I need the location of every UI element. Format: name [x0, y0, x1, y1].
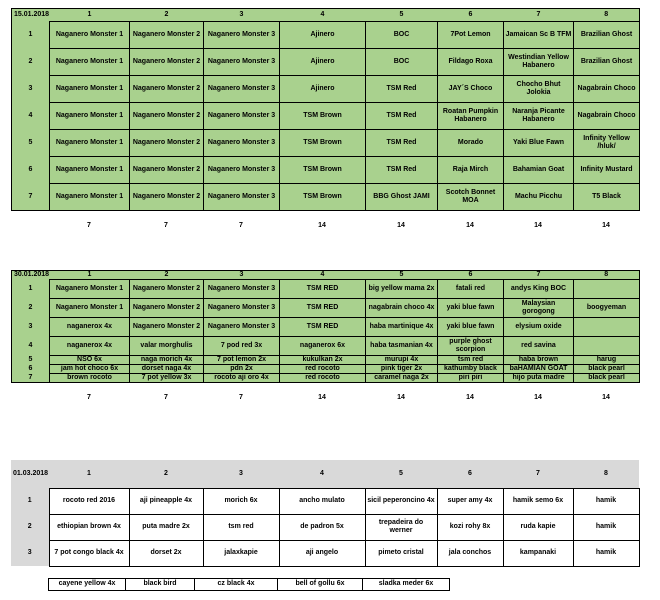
extra-varieties-row [48, 578, 450, 591]
variety-cell: aji angelo [279, 540, 365, 566]
variety-cell: Naganero Monster 3 [204, 22, 280, 49]
total-cell: 7 [49, 220, 129, 232]
table-row [12, 157, 640, 184]
table-row [12, 22, 640, 49]
variety-cell: Naganero Monster 1 [50, 76, 130, 103]
total-cell: 7 [203, 220, 279, 232]
extra-variety-cell: cayene yellow 4x [49, 579, 126, 591]
variety-cell: hamik [573, 488, 639, 514]
variety-cell: dorset naga 4x [130, 365, 204, 374]
variety-cell: kathumby black [438, 365, 504, 374]
variety-cell: black pearl [574, 374, 640, 383]
variety-cell: TSM Brown [280, 130, 366, 157]
variety-cell: Naganero Monster 2 [130, 76, 204, 103]
variety-cell: Naganero Monster 3 [204, 157, 280, 184]
variety-cell: Naganero Monster 3 [204, 280, 280, 299]
variety-cell: Naganero Monster 2 [130, 157, 204, 184]
row-number: 7 [12, 184, 50, 211]
variety-cell: Naganero Monster 1 [50, 22, 130, 49]
variety-cell: pdn 2x [204, 365, 280, 374]
total-cell: 14 [279, 220, 365, 232]
variety-cell: red rocoto [280, 374, 366, 383]
total-cell: 7 [129, 392, 203, 404]
variety-cell: haba brown [504, 356, 574, 365]
variety-cell: BOC [366, 49, 438, 76]
table-row [11, 488, 639, 514]
variety-cell: Naganero Monster 3 [204, 299, 280, 318]
variety-cell: Ajinero [280, 49, 366, 76]
extra-variety-cell: sladka meder 6x [363, 579, 450, 591]
extra-variety-cell: bell of gollu 6x [278, 579, 363, 591]
total-cell: 14 [503, 220, 573, 232]
row-number: 3 [12, 318, 50, 337]
column-header: 8 [573, 460, 639, 488]
row-number: 2 [12, 49, 50, 76]
table-row [12, 337, 640, 356]
variety-cell: TSM Red [366, 157, 438, 184]
variety-cell: TSM RED [280, 280, 366, 299]
column-header: 4 [279, 460, 365, 488]
variety-cell: 7 pot lemon 2x [204, 356, 280, 365]
variety-cell [574, 318, 640, 337]
row-number: 6 [12, 157, 50, 184]
table-header-row [12, 271, 640, 280]
extra-variety-cell: black bird [126, 579, 195, 591]
row-number: 4 [12, 337, 50, 356]
column-header: 7 [504, 271, 574, 280]
column-header: 7 [503, 460, 573, 488]
row-number: 5 [12, 356, 50, 365]
variety-cell: Infinity Mustard [574, 157, 640, 184]
variety-cell: Morado [438, 130, 504, 157]
table-date: 01.03.2018 [11, 460, 49, 488]
variety-cell: baHAMIAN GOAT [504, 365, 574, 374]
variety-cell: purple ghost scorpion [438, 337, 504, 356]
variety-cell: Naganero Monster 1 [50, 280, 130, 299]
variety-cell [574, 280, 640, 299]
variety-cell: kozi rohy 8x [437, 514, 503, 540]
row-number: 1 [11, 488, 49, 514]
table-row [12, 318, 640, 337]
variety-cell: TSM Red [366, 76, 438, 103]
row-number: 7 [12, 374, 50, 383]
variety-cell: Scotch Bonnet MOA [438, 184, 504, 211]
totals-row [11, 392, 639, 404]
variety-cell: Raja Mirch [438, 157, 504, 184]
variety-cell: ruda kapie [503, 514, 573, 540]
variety-cell: pink tiger 2x [366, 365, 438, 374]
variety-cell: piri piri [438, 374, 504, 383]
total-cell: 7 [203, 392, 279, 404]
column-header: 2 [130, 9, 204, 22]
variety-cell: Malaysian gorogong [504, 299, 574, 318]
variety-cell: black pearl [574, 365, 640, 374]
variety-cell: Naganero Monster 1 [50, 184, 130, 211]
variety-cell: Naganero Monster 2 [130, 280, 204, 299]
variety-cell: caramel naga 2x [366, 374, 438, 383]
variety-cell: jala conchos [437, 540, 503, 566]
table-row [12, 130, 640, 157]
variety-cell: de padron 5x [279, 514, 365, 540]
variety-cell: dorset 2x [129, 540, 203, 566]
variety-cell: Fildago Roxa [438, 49, 504, 76]
variety-cell: murupi 4x [366, 356, 438, 365]
column-header: 4 [280, 9, 366, 22]
variety-cell: kukulkan 2x [280, 356, 366, 365]
variety-cell: Naganero Monster 3 [204, 103, 280, 130]
row-number: 3 [11, 540, 49, 566]
row-number: 3 [12, 76, 50, 103]
variety-cell: ancho mulato [279, 488, 365, 514]
total-cell: 14 [437, 392, 503, 404]
variety-cell: naganerox 6x [280, 337, 366, 356]
variety-cell: Brazilian Ghost [574, 22, 640, 49]
variety-cell: elysium oxide [504, 318, 574, 337]
table-row [12, 76, 640, 103]
variety-cell: fatali red [438, 280, 504, 299]
variety-cell: Naganero Monster 3 [204, 49, 280, 76]
variety-cell [574, 337, 640, 356]
variety-cell: hamik semo 6x [503, 488, 573, 514]
variety-cell: valar morghulis [130, 337, 204, 356]
variety-cell: naga morich 4x [130, 356, 204, 365]
column-header: 8 [574, 271, 640, 280]
variety-cell: Naganero Monster 3 [204, 76, 280, 103]
column-header: 2 [130, 271, 204, 280]
variety-cell: Machu Picchu [504, 184, 574, 211]
variety-cell: 7 pot congo black 4x [49, 540, 129, 566]
variety-cell: super amy 4x [437, 488, 503, 514]
variety-cell: rocoto aji oro 4x [204, 374, 280, 383]
variety-cell: red rocoto [280, 365, 366, 374]
table-header-row [11, 460, 639, 488]
variety-cell: Bahamian Goat [504, 157, 574, 184]
column-header: 8 [574, 9, 640, 22]
variety-cell: Brazilian Ghost [574, 49, 640, 76]
table-body [12, 22, 640, 211]
row-number: 2 [12, 299, 50, 318]
table-row [11, 540, 639, 566]
row-number: 4 [12, 103, 50, 130]
table-row [12, 356, 640, 365]
variety-cell: boogyeman [574, 299, 640, 318]
table-row [12, 280, 640, 299]
variety-cell: Infinity Yellow /hluk/ [574, 130, 640, 157]
table-date: 30.01.2018 [12, 271, 50, 280]
variety-cell: naganerox 4x [50, 337, 130, 356]
column-header: 1 [49, 460, 129, 488]
variety-cell: 7 pot yellow 3x [130, 374, 204, 383]
table-body [12, 280, 640, 383]
row-number: 6 [12, 365, 50, 374]
variety-cell: Nagabrain Choco [574, 76, 640, 103]
variety-cell: red savina [504, 337, 574, 356]
column-header: 5 [366, 271, 438, 280]
variety-cell: harug [574, 356, 640, 365]
variety-cell: Naganero Monster 1 [50, 103, 130, 130]
table-row [12, 299, 640, 318]
variety-cell: Naganero Monster 2 [130, 49, 204, 76]
row-number: 1 [12, 22, 50, 49]
total-cell: 7 [49, 392, 129, 404]
totals-row [11, 220, 639, 232]
row-number: 1 [12, 280, 50, 299]
variety-cell: TSM Brown [280, 157, 366, 184]
total-cell: 14 [365, 392, 437, 404]
variety-cell: Westindian Yellow Habanero [504, 49, 574, 76]
table-row [12, 184, 640, 211]
variety-cell: pimeto cristal [365, 540, 437, 566]
table-row [12, 49, 640, 76]
column-header: 3 [203, 460, 279, 488]
variety-cell: Naganero Monster 1 [50, 49, 130, 76]
variety-cell: hijo puta madre [504, 374, 574, 383]
row-number: 2 [11, 514, 49, 540]
planting-table-30-01 [0, 270, 640, 404]
variety-cell: tsm red [203, 514, 279, 540]
variety-cell: TSM Brown [280, 184, 366, 211]
variety-cell: tsm red [438, 356, 504, 365]
variety-cell: nagabrain choco 4x [366, 299, 438, 318]
variety-cell: Naganero Monster 2 [130, 130, 204, 157]
column-header: 5 [365, 460, 437, 488]
column-header: 6 [438, 271, 504, 280]
table-row [12, 365, 640, 374]
variety-cell: naganerox 4x [50, 318, 130, 337]
variety-cell: Naganero Monster 3 [204, 130, 280, 157]
variety-cell: aji pineapple 4x [129, 488, 203, 514]
variety-cell: jalaxkapie [203, 540, 279, 566]
variety-cell: Naganero Monster 3 [204, 184, 280, 211]
variety-cell: brown rocoto [50, 374, 130, 383]
total-cell: 14 [503, 392, 573, 404]
table-header-row [12, 9, 640, 22]
variety-cell: haba martinique 4x [366, 318, 438, 337]
variety-cell: TSM RED [280, 318, 366, 337]
variety-cell: puta madre 2x [129, 514, 203, 540]
variety-cell: Naganero Monster 2 [130, 184, 204, 211]
extra-variety-cell: cz black 4x [195, 579, 278, 591]
table-row [12, 374, 640, 383]
variety-cell: 7 pod red 3x [204, 337, 280, 356]
variety-cell: TSM RED [280, 299, 366, 318]
variety-cell: hamik [573, 540, 639, 566]
column-header: 3 [204, 9, 280, 22]
variety-cell: Ajinero [280, 76, 366, 103]
total-cell: 14 [279, 392, 365, 404]
column-header: 7 [504, 9, 574, 22]
variety-cell: haba tasmanian 4x [366, 337, 438, 356]
variety-cell: big yellow mama 2x [366, 280, 438, 299]
variety-cell: Chocho Bhut Jolokia [504, 76, 574, 103]
planting-table-15-01 [0, 8, 640, 232]
variety-cell: Naganero Monster 3 [204, 318, 280, 337]
variety-cell: Naranja Picante Habanero [504, 103, 574, 130]
variety-cell: TSM Red [366, 130, 438, 157]
variety-cell: T5 Black [574, 184, 640, 211]
variety-cell: TSM Brown [280, 103, 366, 130]
variety-cell: kampanaki [503, 540, 573, 566]
variety-cell: Naganero Monster 2 [130, 103, 204, 130]
variety-cell: hamik [573, 514, 639, 540]
variety-cell: yaki blue fawn [438, 318, 504, 337]
variety-cell: Yaki Blue Fawn [504, 130, 574, 157]
row-number: 5 [12, 130, 50, 157]
column-header: 1 [50, 9, 130, 22]
column-header: 1 [50, 271, 130, 280]
variety-cell: TSM Red [366, 103, 438, 130]
variety-cell: Naganero Monster 1 [50, 299, 130, 318]
variety-cell: andys King BOC [504, 280, 574, 299]
variety-cell: 7Pot Lemon [438, 22, 504, 49]
variety-cell: BBG Ghost JAMI [366, 184, 438, 211]
column-header: 4 [280, 271, 366, 280]
variety-cell: Jamaican Sc B TFM [504, 22, 574, 49]
variety-cell: sicil peperoncino 4x [365, 488, 437, 514]
column-header: 6 [438, 9, 504, 22]
table-row [12, 103, 640, 130]
variety-cell: morich 6x [203, 488, 279, 514]
variety-cell: Roatan Pumpkin Habanero [438, 103, 504, 130]
variety-cell: Ajinero [280, 22, 366, 49]
variety-cell: yaki blue fawn [438, 299, 504, 318]
variety-cell: trepadeira do werner [365, 514, 437, 540]
variety-cell: Naganero Monster 1 [50, 130, 130, 157]
variety-cell: Nagabrain Choco [574, 103, 640, 130]
variety-cell: JAY´S Choco [438, 76, 504, 103]
column-header: 2 [129, 460, 203, 488]
total-cell: 14 [573, 220, 639, 232]
total-cell: 14 [437, 220, 503, 232]
variety-cell: NSO 6x [50, 356, 130, 365]
variety-cell: BOC [366, 22, 438, 49]
variety-cell: ethiopian brown 4x [49, 514, 129, 540]
variety-cell: Naganero Monster 2 [130, 318, 204, 337]
planting-table-01-03 [0, 460, 640, 567]
column-header: 5 [366, 9, 438, 22]
total-cell: 7 [129, 220, 203, 232]
table-body [11, 488, 639, 566]
variety-cell: Naganero Monster 1 [50, 157, 130, 184]
variety-cell: Naganero Monster 2 [130, 299, 204, 318]
variety-cell: jam hot choco 6x [50, 365, 130, 374]
total-cell: 14 [573, 392, 639, 404]
variety-cell: Naganero Monster 2 [130, 22, 204, 49]
table-row [11, 514, 639, 540]
column-header: 6 [437, 460, 503, 488]
variety-cell: rocoto red 2016 [49, 488, 129, 514]
total-cell: 14 [365, 220, 437, 232]
table-date: 15.01.2018 [12, 9, 50, 22]
column-header: 3 [204, 271, 280, 280]
